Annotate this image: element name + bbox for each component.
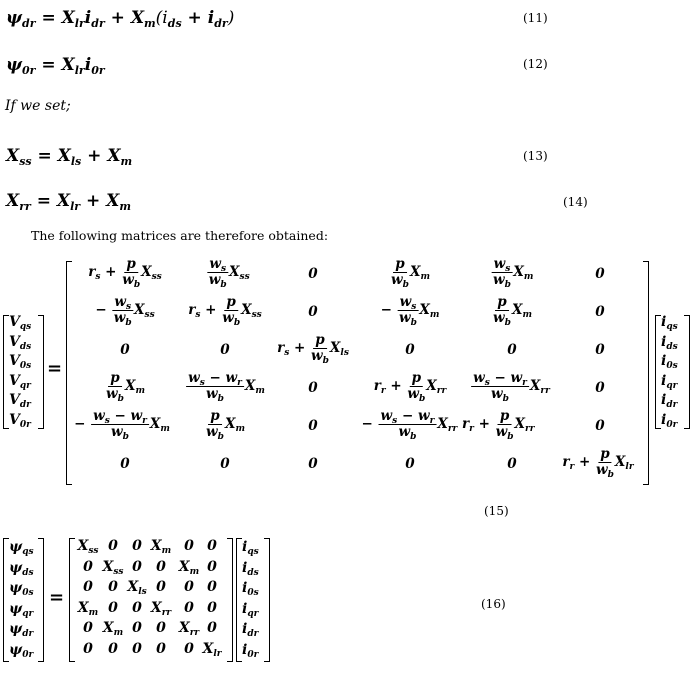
matrix-cell: 0: [207, 599, 217, 616]
vector-entry: $\psi_{qs}$: [9, 539, 34, 557]
equation-number-13: (13): [523, 149, 548, 163]
vector-entry: $i_{dr}$: [242, 621, 259, 639]
equation-number-11: (11): [523, 11, 548, 25]
matrix-cell: $X_{ss}$: [77, 538, 99, 556]
matrix-cell: 0: [83, 620, 93, 636]
matrix-cell: 0: [83, 558, 93, 575]
equation-12: $\psi_{0r} = X_{lr}i_{0r}$: [6, 55, 105, 77]
i-vector-bracket-right: [684, 315, 690, 429]
matrix-cell: 0: [156, 640, 166, 657]
matrix-cell: $X_m$: [77, 599, 99, 618]
matrix-cell: 0: [132, 640, 142, 657]
equation-13: $X_{ss} = X_{ls} + X_m$: [6, 146, 133, 168]
matrix-cell: 0: [83, 579, 93, 595]
matrix-cell: $X_m$: [102, 620, 124, 638]
vector-entry: $\psi_{0r}$: [9, 641, 34, 660]
inductance-matrix-bracket-right: [227, 538, 233, 662]
vector-entry: $i_{0r}$: [661, 411, 678, 430]
vector-entry: $i_{qs}$: [661, 314, 678, 332]
equals-sign: =: [47, 358, 63, 379]
matrix-cell: 0: [83, 640, 93, 657]
equation-number-15: (15): [484, 504, 509, 518]
equation-14: $X_{rr} = X_{lr} + X_m$: [6, 191, 131, 213]
matrices-obtained-text: The following matrices are therefore obtained:: [31, 228, 329, 243]
vector-entry: $V_{qr}$: [9, 372, 31, 391]
equation-16: [0, 535, 691, 670]
matrix-cell: 0: [132, 558, 142, 575]
vector-entry: $V_{dr}$: [9, 392, 31, 410]
equation-11: $\psi_{dr} = X_{lr}i_{dr} + X_m(i_{ds} + i_{dr})$: [6, 8, 235, 30]
equation-number-14: (14): [563, 195, 588, 209]
matrix-cell: $X_m$: [150, 538, 172, 556]
matrix-cell: $X_m$: [178, 558, 200, 577]
vector-entry: $i_{dr}$: [661, 392, 678, 410]
impedance-matrix: $r_s$ + $\frac{p}{w_b}$ $X_{ss}$ $\frac{w_s}{w_b}$ $X_{ss}$ 0 $\frac{p}{w_b}$ $X_m$ $\frac{w_s}{w_b}$ $X_m$ 0 − $\frac{w_s}{w_b}$ $X_{ss}$ $r_s$ + $\frac{p}{w_b}$ $X_{ss}$ 0 − $\frac{w_s}{w_b}$ $X_m$ $\frac{p}{w_b}$ $X_m$ 0 0 0 $r_s$ + $\frac{p}{w_b}$ $X_{ls}$ 0 0 0 $\frac{p}{w_b}$ $X_m$ $\frac{w_s - w_r}{w_b}$ $X_m$ 0 $r_r$ + $\frac{p}{w_b}$ $X_{rr}$ $\frac{w_s - w_r}{w_b}$ $X_{rr}$ 0 − $\frac{w_s - w_r}{w_b}$ $X_m$ $\frac{p}{w_b}$ $X_m$ 0 − $\frac{w_s - w_r}{w_b}$ $X_{rr}$ $r_r$ + $\frac{p}{w_b}$ $X_{rr}$ 0 0 0 0 0 0 $r_r$ + $\frac{p}{w_b}$ $X_{lr}$: [74, 256, 634, 480]
vector-entry: $\psi_{ds}$: [9, 559, 34, 578]
matrix-cell: 0: [132, 599, 142, 616]
vector-entry: $i_{0s}$: [661, 353, 678, 371]
vector-entry: $\psi_{dr}$: [9, 621, 34, 639]
matrix-cell: 0: [184, 599, 194, 616]
matrix-cell: $X_{rr}$: [178, 620, 200, 638]
matrix-cell: 0: [108, 579, 118, 595]
if-we-set-text: If we set;: [5, 98, 71, 114]
vector-entry: $V_{0s}$: [9, 353, 32, 371]
vector-entry: $i_{ds}$: [242, 559, 259, 578]
matrix-cell: 0: [108, 538, 118, 554]
vector-entry: $i_{0r}$: [242, 641, 259, 660]
matrix-cell: $X_{rr}$: [150, 599, 172, 618]
vector-entry: $V_{0r}$: [9, 411, 31, 430]
matrix-cell: 0: [156, 558, 166, 575]
matrix-cell: 0: [184, 579, 194, 595]
i-vector-16: [242, 537, 259, 660]
vector-entry: $i_{ds}$: [661, 333, 678, 352]
vector-entry: $\psi_{0s}$: [9, 580, 34, 598]
vector-entry: $V_{qs}$: [9, 314, 32, 332]
matrix-cell: 0: [184, 640, 194, 657]
matrix-cell: 0: [156, 620, 166, 636]
matrix-cell: 0: [108, 599, 118, 616]
matrix-cell: 0: [132, 538, 142, 554]
vector-entry: $V_{ds}$: [9, 333, 32, 352]
matrix-cell: 0: [156, 579, 166, 595]
matrix-cell: 0: [207, 538, 217, 554]
equation-number-16: (16): [481, 597, 506, 611]
matrix-cell: $X_{lr}$: [202, 640, 222, 659]
matrix-cell: 0: [108, 640, 118, 657]
matrix-cell: 0: [207, 558, 217, 575]
vector-entry: $\psi_{qr}$: [9, 600, 34, 619]
equals-sign-16: =: [49, 587, 65, 608]
vector-entry: $i_{0s}$: [242, 580, 259, 598]
matrix-cell: $X_{ls}$: [127, 579, 147, 597]
vector-entry: $i_{qr}$: [242, 600, 259, 619]
matrix-cell: 0: [207, 620, 217, 636]
matrix-cell: $X_{ss}$: [102, 558, 124, 577]
vector-entry: $i_{qs}$: [242, 539, 259, 557]
i-vector-16-bracket-right: [264, 538, 270, 662]
matrix-cell: 0: [207, 579, 217, 595]
vector-entry: $i_{qr}$: [661, 372, 678, 391]
matrix-cell: 0: [184, 538, 194, 554]
matrix-cell: 0: [132, 620, 142, 636]
i-vector: [661, 313, 678, 430]
equation-number-12: (12): [523, 57, 548, 71]
inductance-matrix: [0, 535, 691, 670]
equation-15: [0, 255, 691, 490]
